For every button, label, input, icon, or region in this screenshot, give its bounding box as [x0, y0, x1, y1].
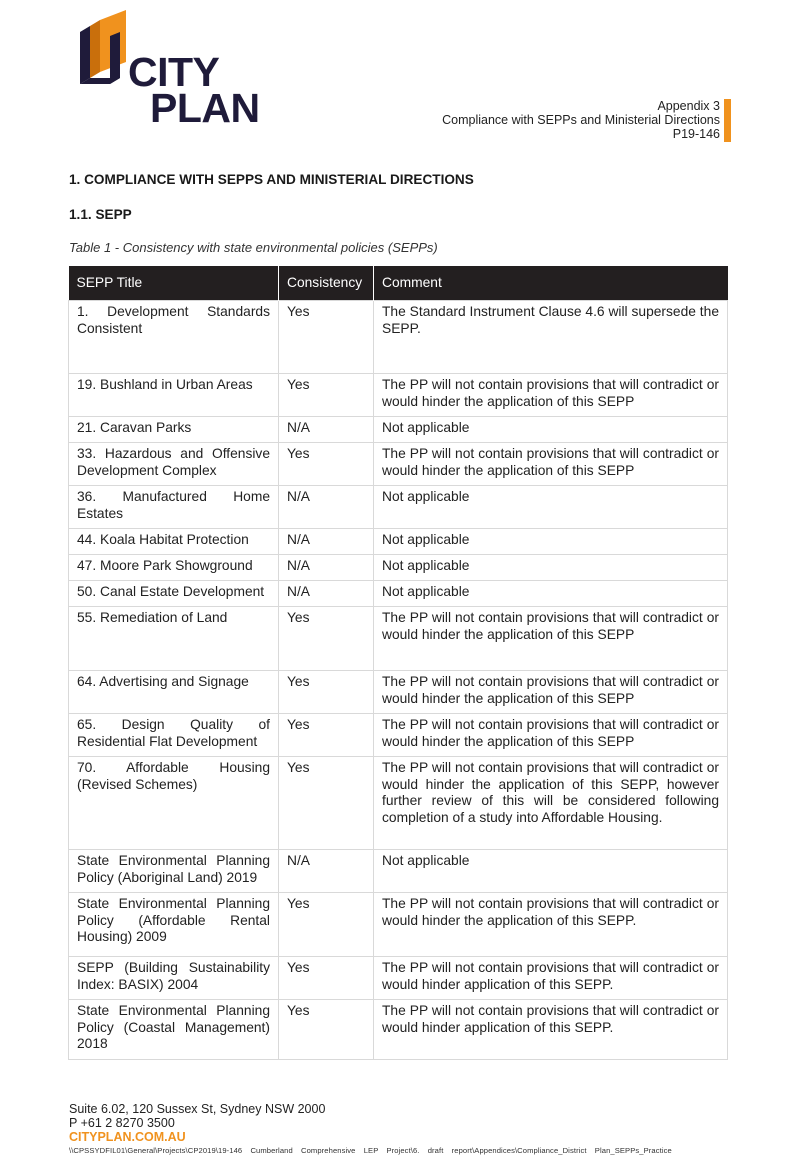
sepp-title-cell: 65. Design Quality of Residential Flat Development	[69, 714, 279, 757]
consistency-cell: Yes	[279, 714, 374, 757]
comment-cell: Not applicable	[374, 555, 728, 581]
table-row	[69, 850, 728, 893]
subsection-title: 1.1. SEPP	[69, 207, 132, 222]
table-row	[69, 529, 728, 555]
comment-cell: The PP will not contain provisions that will contradict or would hinder the application of this SEPP	[374, 714, 728, 757]
sepp-title-cell: 55. Remediation of Land	[69, 607, 279, 671]
table-row	[69, 671, 728, 714]
table-row	[69, 486, 728, 529]
appendix-subtitle: Compliance with SEPPs and Ministerial Directions	[442, 113, 720, 127]
comment-cell: Not applicable	[374, 529, 728, 555]
comment-cell: Not applicable	[374, 417, 728, 443]
sepp-title-cell: 33. Hazardous and Offensive Development Complex	[69, 443, 279, 486]
logo-line-plan: PLAN	[150, 85, 260, 131]
table-row	[69, 374, 728, 417]
consistency-cell: Yes	[279, 443, 374, 486]
table-row	[69, 555, 728, 581]
footer-website-link[interactable]: CITYPLAN.COM.AU	[69, 1130, 186, 1144]
sepp-title-cell: 36. Manufactured Home Estates	[69, 486, 279, 529]
consistency-cell: Yes	[279, 671, 374, 714]
sepp-title-cell: 50. Canal Estate Development	[69, 581, 279, 607]
table-row	[69, 581, 728, 607]
footer-phone: P +61 2 8270 3500	[69, 1116, 175, 1130]
logo-line-city: CITY	[128, 49, 220, 95]
consistency-cell: Yes	[279, 957, 374, 1000]
comment-cell: The PP will not contain provisions that will contradict or would hinder application of this SEPP.	[374, 957, 728, 1000]
comment-cell: Not applicable	[374, 581, 728, 607]
consistency-cell: N/A	[279, 486, 374, 529]
table-row	[69, 714, 728, 757]
comment-cell: The PP will not contain provisions that will contradict or would hinder the application of this SEPP	[374, 443, 728, 486]
sepp-title-cell: 21. Caravan Parks	[69, 417, 279, 443]
footer-file-path: \\CPSSYDFIL01\General\Projects\CP2019\19-146 Cumberland Comprehensive LEP Project\6. draft report\Appendices\Compliance_District Plan_SEPPs_Practice	[69, 1146, 672, 1155]
header-consistency: Consistency	[279, 266, 374, 301]
logo-wordmark	[128, 49, 260, 131]
consistency-cell: N/A	[279, 555, 374, 581]
appendix-label: Appendix 3	[657, 99, 720, 113]
section-title: 1. COMPLIANCE WITH SEPPS AND MINISTERIAL DIRECTIONS	[69, 172, 474, 187]
consistency-cell: Yes	[279, 757, 374, 850]
sepp-title-cell: 47. Moore Park Showground	[69, 555, 279, 581]
comment-cell: The PP will not contain provisions that will contradict or would hinder the application of this SEPP, however further review of this will be considered following completion of a study into Affordable Housing.	[374, 757, 728, 850]
consistency-cell: N/A	[279, 417, 374, 443]
footer-address: Suite 6.02, 120 Sussex St, Sydney NSW 2000	[69, 1102, 326, 1116]
sepp-title-cell: State Environmental Planning Policy (Aboriginal Land) 2019	[69, 850, 279, 893]
comment-cell: Not applicable	[374, 850, 728, 893]
consistency-cell: N/A	[279, 529, 374, 555]
consistency-cell: Yes	[279, 374, 374, 417]
accent-bar	[724, 99, 731, 142]
table-row	[69, 443, 728, 486]
project-code: P19-146	[672, 127, 720, 141]
table-row	[69, 301, 728, 374]
sepp-title-cell: State Environmental Planning Policy (Coastal Management) 2018	[69, 1000, 279, 1060]
comment-cell: The PP will not contain provisions that will contradict or would hinder the application of this SEPP.	[374, 893, 728, 957]
sepp-table	[68, 266, 728, 1060]
comment-cell: Not applicable	[374, 486, 728, 529]
sepp-title-cell: 19. Bushland in Urban Areas	[69, 374, 279, 417]
table-row	[69, 1000, 728, 1060]
sepp-title-cell: 64. Advertising and Signage	[69, 671, 279, 714]
consistency-cell: Yes	[279, 1000, 374, 1060]
table-row	[69, 893, 728, 957]
comment-cell: The PP will not contain provisions that will contradict or would hinder the application of this SEPP	[374, 671, 728, 714]
table-row	[69, 607, 728, 671]
consistency-cell: N/A	[279, 850, 374, 893]
comment-cell: The PP will not contain provisions that will contradict or would hinder the application of this SEPP	[374, 374, 728, 417]
sepp-title-cell: 70. Affordable Housing (Revised Schemes)	[69, 757, 279, 850]
table-row	[69, 757, 728, 850]
consistency-cell: Yes	[279, 893, 374, 957]
table-row	[69, 417, 728, 443]
comment-cell: The PP will not contain provisions that will contradict or would hinder application of this SEPP.	[374, 1000, 728, 1060]
page-footer	[69, 1102, 672, 1158]
consistency-cell: Yes	[279, 607, 374, 671]
header-sepp-title: SEPP Title	[69, 266, 279, 301]
table-row	[69, 957, 728, 1000]
sepp-title-cell: State Environmental Planning Policy (Affordable Rental Housing) 2009	[69, 893, 279, 957]
comment-cell: The Standard Instrument Clause 4.6 will supersede the SEPP.	[374, 301, 728, 374]
table-header-row	[69, 266, 728, 301]
sepp-title-cell: 44. Koala Habitat Protection	[69, 529, 279, 555]
table-caption: Table 1 - Consistency with state environmental policies (SEPPs)	[69, 240, 438, 255]
city-plan-logo	[80, 10, 280, 131]
consistency-cell: N/A	[279, 581, 374, 607]
sepp-title-cell: SEPP (Building Sustainability Index: BASIX) 2004	[69, 957, 279, 1000]
sepp-title-cell: 1. Development Standards Consistent	[69, 301, 279, 374]
consistency-cell: Yes	[279, 301, 374, 374]
header-comment: Comment	[374, 266, 728, 301]
comment-cell: The PP will not contain provisions that will contradict or would hinder the application of this SEPP	[374, 607, 728, 671]
appendix-block	[442, 99, 720, 141]
